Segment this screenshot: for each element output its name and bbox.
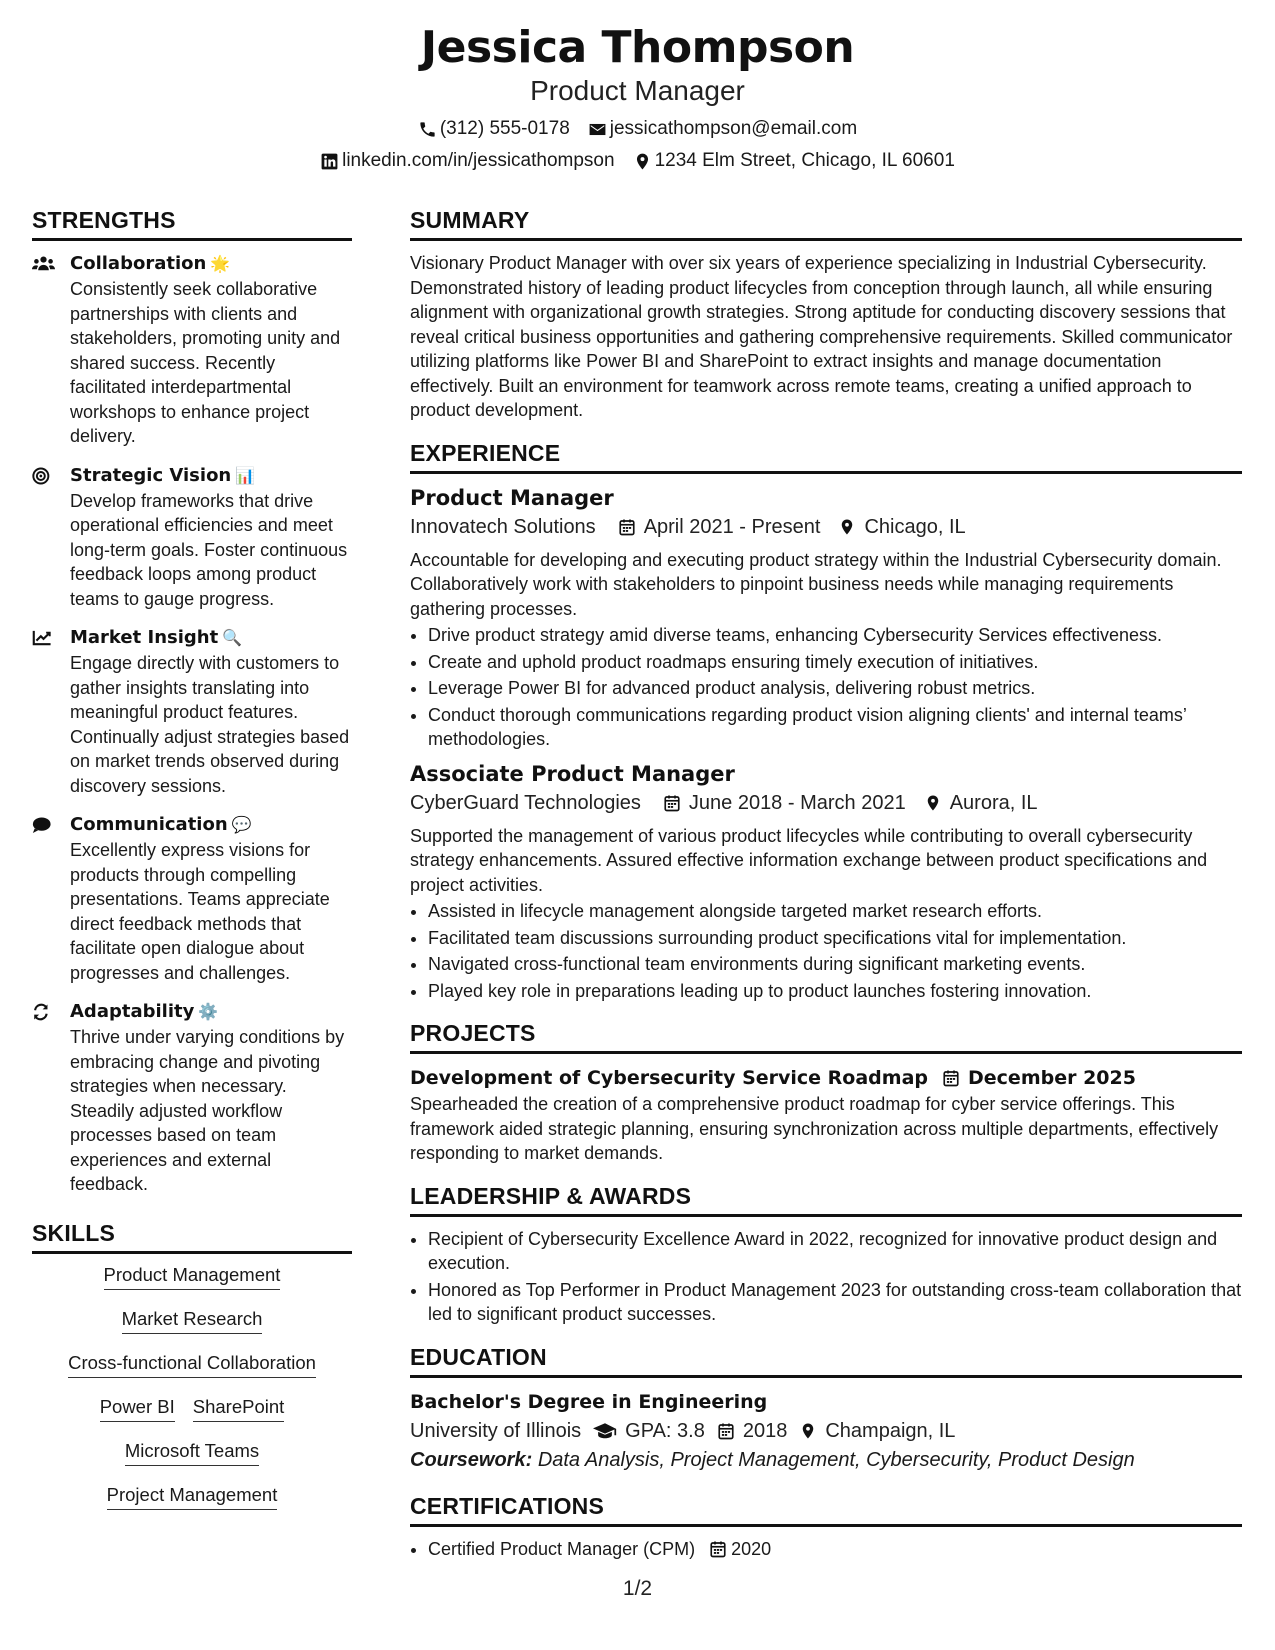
- education-heading: EDUCATION: [410, 1343, 1242, 1378]
- skills-list: [32, 1264, 352, 1510]
- summary-text: Visionary Product Manager with over six years of experience specializing in Industrial Cybersecurity. Demonstrated history of leading product lifecycles from conception through launch, all while ensuring alignment with organizational growth strategies. Strong aptitude for conducting discovery sessions that reveal critical business opportunities and gathering comprehensive requirements. Skilled communicator utilizing platforms like Power BI and SharePoint to extract insights and manage documentation effectively. Built an environment for teamwork across remote teams, creating a unified approach to product development.: [410, 253, 1233, 420]
- skills-heading: SKILLS: [32, 1219, 352, 1254]
- users-icon: [32, 254, 55, 274]
- bar-chart-icon: 📊: [235, 465, 256, 485]
- email-text: jessicathompson@email.com: [609, 118, 858, 139]
- linkedin-text: linkedin.com/in/jessicathompson: [342, 150, 615, 171]
- bullet-item: • Recipient of Cybersecurity Excellence Award in 2022, recognized for innovative product design and execution.: [428, 1227, 1242, 1276]
- company-name: CyberGuard Technologies: [410, 791, 641, 814]
- job-entry: [410, 760, 1242, 1004]
- target-icon: [32, 466, 55, 486]
- project-title: Development of Cybersecurity Service Roadmap: [410, 1067, 929, 1089]
- contact-email[interactable]: [588, 116, 857, 142]
- job-description: Accountable for developing and executing product strategy within the Industrial Cybersecurity domain. Collaboratively work with stakeholders to pinpoint business needs while managing requirements gathering processes.: [410, 549, 1222, 619]
- gpa-text: GPA: 3.8: [625, 1419, 705, 1442]
- phone-text: (312) 555-0178: [439, 118, 570, 139]
- skill-tag: Power BI: [100, 1396, 175, 1422]
- comment-icon: [32, 815, 55, 835]
- contact-linkedin[interactable]: [320, 148, 614, 174]
- coursework-list: Data Analysis, Project Management, Cybersecurity, Product Design: [537, 1448, 1135, 1471]
- right-column: [410, 206, 1242, 1563]
- sync-icon: [32, 1002, 55, 1022]
- phone-icon: [418, 120, 437, 139]
- education-meta: [410, 1416, 1242, 1446]
- strengths-heading: STRENGTHS: [32, 206, 352, 241]
- strength-title: Collaboration: [70, 253, 207, 274]
- project-description: Spearheaded the creation of a comprehensive product roadmap for cyber service offerings. This framework aided strategic planning, ensuring synchronization across multiple departments, effectively responding to market demands.: [410, 1094, 1219, 1163]
- bullet-item: • Conduct thorough communications regarding product vision aligning clients' and internal teams’ methodologies.: [428, 703, 1242, 752]
- strength-title: Market Insight: [70, 627, 219, 648]
- skill-tag: Cross-functional Collaboration: [68, 1352, 316, 1378]
- strength-description: Excellently express visions for products through compelling presentations. Teams appreciate direct feedback methods that facilitate open dialogue about progresses and challenges.: [70, 840, 330, 983]
- bullet-item: • Create and uphold product roadmaps ensuring timely execution of initiatives.: [428, 650, 1242, 675]
- contact-row-1: [0, 116, 1275, 142]
- project-header: [410, 1064, 1242, 1092]
- bullet-item: • Drive product strategy amid diverse teams, enhancing Cybersecurity Services effectiveness.: [428, 623, 1242, 648]
- calendar-icon: [717, 1422, 735, 1440]
- job-location: Aurora, IL: [949, 791, 1038, 814]
- map-marker-icon: [838, 518, 856, 536]
- job-location: Chicago, IL: [864, 515, 966, 538]
- strength-title: Strategic Vision: [70, 464, 232, 486]
- candidate-title: Product Manager: [530, 75, 745, 106]
- calendar-icon: [942, 1069, 960, 1087]
- speech-bubble-icon: 💬: [231, 815, 252, 834]
- address-text: 1234 Elm Street, Chicago, IL 60601: [654, 150, 955, 171]
- job-dates: June 2018 - March 2021: [688, 791, 906, 814]
- coursework: [410, 1446, 1242, 1474]
- job-bullets: [410, 899, 1242, 1003]
- job-entry: [410, 484, 1242, 752]
- school-location: Champaign, IL: [825, 1419, 956, 1442]
- left-column: [32, 206, 352, 1528]
- skill-tag: SharePoint: [193, 1396, 285, 1422]
- school-name: University of Illinois: [410, 1419, 582, 1442]
- candidate-name: Jessica Thompson: [420, 22, 855, 73]
- contact-row-2: [0, 148, 1275, 174]
- job-dates: April 2021 - Present: [643, 515, 821, 538]
- calendar-icon: [709, 1540, 727, 1558]
- strength-title: Adaptability: [70, 1001, 195, 1022]
- certification-year: 2020: [731, 1538, 772, 1559]
- bullet-item: • Played key role in preparations leading up to product launches fostering innovation.: [428, 979, 1242, 1004]
- graduation-cap-icon: [593, 1422, 617, 1440]
- degree-title: Bachelor's Degree in Engineering: [410, 1390, 768, 1413]
- coursework-label: Coursework:: [410, 1448, 533, 1471]
- experience-heading: EXPERIENCE: [410, 439, 1242, 474]
- projects-heading: PROJECTS: [410, 1019, 1242, 1054]
- job-bullets: [410, 623, 1242, 752]
- job-meta: [410, 788, 1242, 818]
- bullet-item: • Facilitated team discussions surrounding product specifications vital for implementation.: [428, 926, 1242, 951]
- map-marker-icon: [633, 152, 652, 171]
- contact-address: [633, 148, 955, 174]
- job-title: Product Manager: [410, 485, 614, 510]
- gear-icon: ⚙️: [198, 1002, 219, 1021]
- calendar-icon: [663, 794, 681, 812]
- map-marker-icon: [924, 794, 942, 812]
- job-title: Associate Product Manager: [410, 761, 735, 786]
- contact-phone[interactable]: [418, 116, 570, 142]
- magnifier-icon: 🔍: [222, 628, 243, 647]
- strength-item: [32, 625, 352, 798]
- strength-description: Consistently seek collaborative partnerships with clients and stakeholders, promoting unity and shared success. Recently facilitated interdepartmental workshops to enhance project delivery.: [70, 279, 341, 446]
- strength-item: [32, 463, 352, 612]
- leadership-heading: LEADERSHIP & AWARDS: [410, 1182, 1242, 1217]
- page-number: 1/2: [622, 1577, 653, 1600]
- company-name: Innovatech Solutions: [410, 515, 596, 538]
- bullet-item: • Leverage Power BI for advanced product analysis, delivering robust metrics.: [428, 676, 1242, 701]
- certification-list: [410, 1537, 1242, 1562]
- resume-header: [0, 22, 1275, 174]
- graduation-year: 2018: [742, 1419, 788, 1442]
- strength-description: Engage directly with customers to gather insights translating into meaningful product features. Continually adjust strategies based on market trends observed during discovery sessions.: [70, 653, 350, 796]
- bullet-item: • Navigated cross-functional team environments during significant marketing events.: [428, 952, 1242, 977]
- certification-name: • Certified Product Manager (CPM): [428, 1538, 696, 1559]
- skill-tag: Market Research: [122, 1308, 263, 1334]
- calendar-icon: [618, 518, 636, 536]
- map-marker-icon: [799, 1422, 817, 1440]
- skill-tag: Project Management: [107, 1484, 278, 1510]
- strength-item: [32, 812, 352, 985]
- certification-item: [428, 1537, 1242, 1562]
- strength-description: Thrive under varying conditions by embracing change and pivoting strategies when necessary. Steadily adjusted workflow processes based on team experiences and external feedback.: [70, 1027, 345, 1194]
- project-date: December 2025: [968, 1067, 1136, 1089]
- strength-title: Communication: [70, 814, 228, 835]
- bullet-item: • Honored as Top Performer in Product Management 2023 for outstanding cross-team collaboration that led to significant product successes.: [428, 1278, 1242, 1327]
- strength-description: Develop frameworks that drive operational efficiencies and meet long-term goals. Foster continuous feedback loops among product teams to gauge progress.: [70, 490, 348, 609]
- strength-item: [32, 999, 352, 1197]
- star-icon: 🌟: [210, 254, 231, 273]
- certifications-heading: CERTIFICATIONS: [410, 1492, 1242, 1527]
- skill-tag: Microsoft Teams: [125, 1440, 259, 1466]
- linkedin-icon: [320, 152, 339, 171]
- bullet-item: • Assisted in lifecycle management alongside targeted market research efforts.: [428, 899, 1242, 924]
- strength-item: [32, 251, 352, 449]
- leadership-bullets: [410, 1227, 1242, 1327]
- job-meta: [410, 512, 1242, 542]
- chart-line-icon: [32, 628, 55, 648]
- summary-heading: SUMMARY: [410, 206, 1242, 241]
- job-description: Supported the management of various product lifecycles while contributing to overall cybersecurity strategy enhancements. Assured effective information exchange between product specifications and project activities.: [410, 825, 1208, 895]
- envelope-icon: [588, 120, 607, 139]
- skill-tag: Product Management: [104, 1264, 281, 1290]
